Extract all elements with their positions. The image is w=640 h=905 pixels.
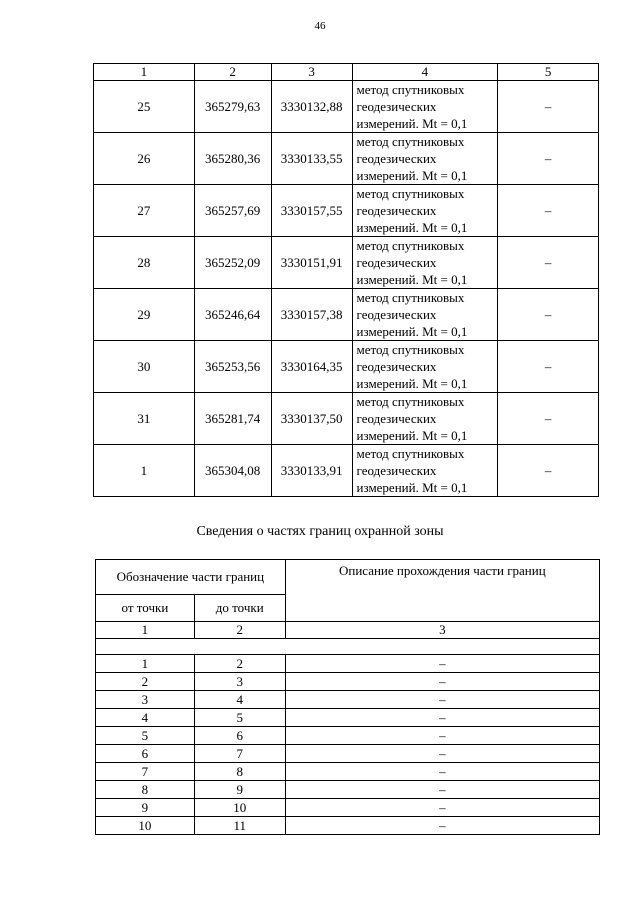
method-line: измерений. Mt = 0,1 (356, 116, 468, 131)
note-cell: – (498, 133, 599, 185)
column-number: 1 (94, 64, 195, 81)
to-point: 6 (194, 727, 285, 745)
x-coordinate: 365252,09 (194, 237, 271, 289)
method-line: метод спутниковых (356, 342, 465, 357)
boundary-part-row (96, 673, 600, 691)
boundary-part-row (96, 655, 600, 673)
point-number: 29 (94, 289, 195, 341)
to-point: 9 (194, 781, 285, 799)
part-description: – (285, 781, 599, 799)
coordinate-row (94, 289, 599, 341)
method-line: геодезических (356, 463, 437, 478)
part-description: – (285, 745, 599, 763)
x-coordinate: 365279,63 (194, 81, 271, 133)
method-description (352, 445, 498, 497)
coordinate-row (94, 393, 599, 445)
to-point: 2 (194, 655, 285, 673)
method-line: метод спутниковых (356, 238, 465, 253)
method-description (352, 289, 498, 341)
note-cell: – (498, 289, 599, 341)
x-coordinate: 365304,08 (194, 445, 271, 497)
to-point: 3 (194, 673, 285, 691)
to-point: 5 (194, 709, 285, 727)
page-number: 46 (314, 20, 326, 32)
column-number: 1 (96, 622, 195, 639)
section-title: Сведения о частях границ охранной зоны (196, 524, 444, 539)
coordinate-row (94, 237, 599, 289)
column-number: 2 (194, 622, 285, 639)
method-description (352, 81, 498, 133)
method-line: измерений. Mt = 0,1 (356, 220, 468, 235)
boundary-part-row (96, 817, 600, 835)
method-line: геодезических (356, 307, 437, 322)
note-cell: – (498, 445, 599, 497)
y-coordinate: 3330133,55 (271, 133, 352, 185)
coordinate-row (94, 81, 599, 133)
boundary-part-row (96, 781, 600, 799)
coordinates-table (93, 63, 599, 497)
column-number: 4 (352, 64, 498, 81)
boundary-part-row (96, 691, 600, 709)
part-description: – (285, 817, 599, 835)
to-point: 11 (194, 817, 285, 835)
method-description (352, 237, 498, 289)
to-point: 4 (194, 691, 285, 709)
boundary-part-row (96, 799, 600, 817)
boundary-part-row (96, 727, 600, 745)
method-line: измерений. Mt = 0,1 (356, 272, 468, 287)
method-line: геодезических (356, 203, 437, 218)
method-line: метод спутниковых (356, 134, 465, 149)
x-coordinate: 365280,36 (194, 133, 271, 185)
y-coordinate: 3330164,35 (271, 341, 352, 393)
from-point: 9 (96, 799, 195, 817)
point-number: 25 (94, 81, 195, 133)
part-description: – (285, 763, 599, 781)
method-line: геодезических (356, 411, 437, 426)
from-point: 1 (96, 655, 195, 673)
point-number: 1 (94, 445, 195, 497)
method-line: метод спутниковых (356, 446, 465, 461)
part-description: – (285, 799, 599, 817)
part-description: – (285, 727, 599, 745)
note-cell: – (498, 393, 599, 445)
note-cell: – (498, 81, 599, 133)
method-description (352, 393, 498, 445)
method-line: метод спутниковых (356, 290, 465, 305)
to-point-header: до точки (194, 595, 285, 622)
y-coordinate: 3330157,38 (271, 289, 352, 341)
method-line: геодезических (356, 255, 437, 270)
note-cell: – (498, 341, 599, 393)
point-number: 31 (94, 393, 195, 445)
method-line: измерений. Mt = 0,1 (356, 480, 468, 495)
spacer-cell (96, 639, 600, 655)
from-point: 7 (96, 763, 195, 781)
to-point: 7 (194, 745, 285, 763)
y-coordinate: 3330137,50 (271, 393, 352, 445)
y-coordinate: 3330151,91 (271, 237, 352, 289)
from-point: 5 (96, 727, 195, 745)
method-description (352, 341, 498, 393)
part-description: – (285, 691, 599, 709)
coordinate-row (94, 341, 599, 393)
column-number-row (94, 64, 599, 81)
coordinate-row (94, 133, 599, 185)
column-number-row (96, 622, 600, 639)
point-number: 30 (94, 341, 195, 393)
column-number: 2 (194, 64, 271, 81)
note-cell: – (498, 185, 599, 237)
y-coordinate: 3330132,88 (271, 81, 352, 133)
header-row (96, 560, 600, 595)
method-line: геодезических (356, 359, 437, 374)
method-line: метод спутниковых (356, 186, 465, 201)
y-coordinate: 3330133,91 (271, 445, 352, 497)
x-coordinate: 365246,64 (194, 289, 271, 341)
boundary-part-row (96, 709, 600, 727)
method-line: метод спутниковых (356, 82, 465, 97)
part-description: – (285, 709, 599, 727)
from-point-header: от точки (96, 595, 195, 622)
point-number: 28 (94, 237, 195, 289)
boundary-parts-table (95, 559, 600, 835)
method-line: измерений. Mt = 0,1 (356, 376, 468, 391)
part-description: – (285, 673, 599, 691)
method-line: измерений. Mt = 0,1 (356, 324, 468, 339)
x-coordinate: 365253,56 (194, 341, 271, 393)
column-number: 5 (498, 64, 599, 81)
column-number: 3 (271, 64, 352, 81)
method-line: геодезических (356, 99, 437, 114)
column-number: 3 (285, 622, 599, 639)
method-description (352, 133, 498, 185)
description-header: Описание прохождения части границ (285, 560, 599, 622)
spacer-row (96, 639, 600, 655)
method-description (352, 185, 498, 237)
method-line: измерений. Mt = 0,1 (356, 428, 468, 443)
method-line: метод спутниковых (356, 394, 465, 409)
method-line: геодезических (356, 151, 437, 166)
to-point: 8 (194, 763, 285, 781)
boundary-part-designation-header: Обозначение части границ (96, 560, 286, 595)
to-point: 10 (194, 799, 285, 817)
x-coordinate: 365281,74 (194, 393, 271, 445)
point-number: 26 (94, 133, 195, 185)
from-point: 4 (96, 709, 195, 727)
from-point: 6 (96, 745, 195, 763)
coordinate-row (94, 185, 599, 237)
note-cell: – (498, 237, 599, 289)
x-coordinate: 365257,69 (194, 185, 271, 237)
coordinate-row (94, 445, 599, 497)
boundary-part-row (96, 745, 600, 763)
part-description: – (285, 655, 599, 673)
from-point: 8 (96, 781, 195, 799)
boundary-part-row (96, 763, 600, 781)
from-point: 3 (96, 691, 195, 709)
from-point: 10 (96, 817, 195, 835)
point-number: 27 (94, 185, 195, 237)
from-point: 2 (96, 673, 195, 691)
y-coordinate: 3330157,55 (271, 185, 352, 237)
method-line: измерений. Mt = 0,1 (356, 168, 468, 183)
